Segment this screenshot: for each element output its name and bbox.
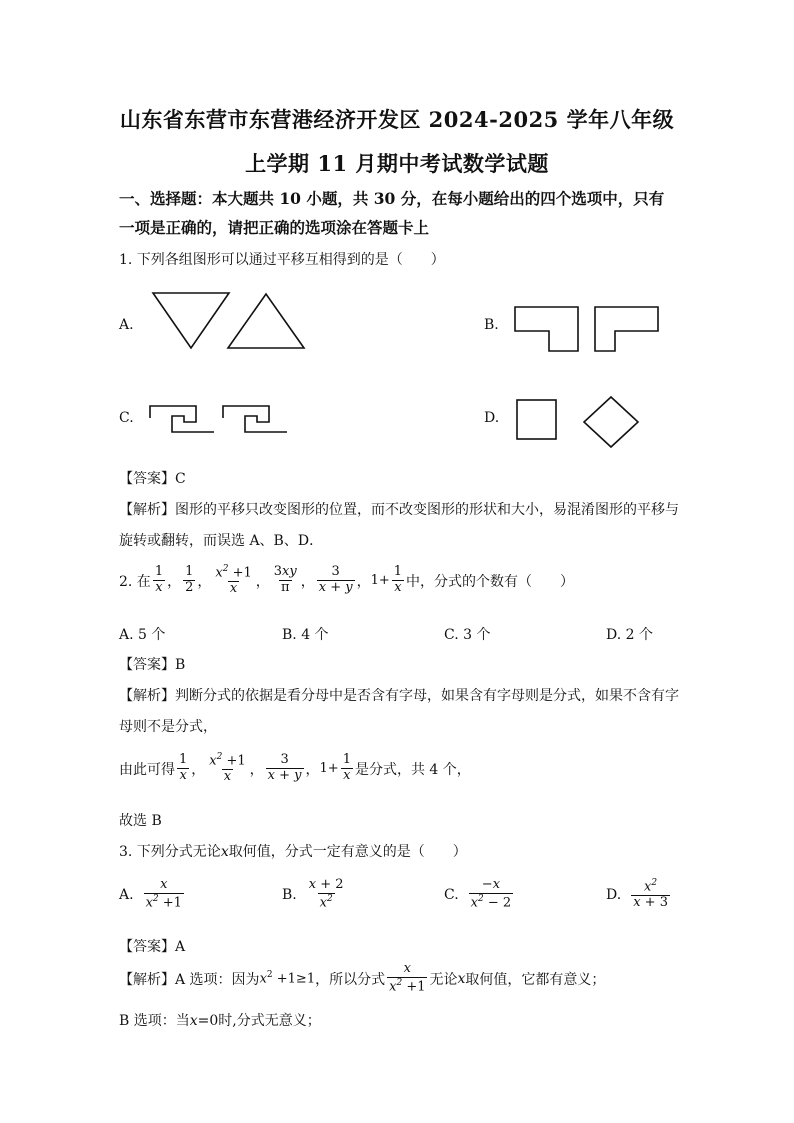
q2-analysis-line2: 母则不是分式， — [119, 719, 217, 735]
q3-option-a: A. $\frac{x}{x^2 +1}$ — [119, 877, 182, 911]
q2-analysis-line1: 【解析】判断分式的依据是看分母中是否含有字母，如果含有字母则是分式，如果不含有字 — [119, 688, 679, 704]
q2-fraction-x2plus1-over-x: $\frac{x^2 +1}{x}$ — [215, 564, 252, 597]
q2-stem-suffix: 中，分式的个数有（ ） — [406, 573, 575, 590]
q3-stem: 3. 下列分式无论x取何值，分式一定有意义的是（ ） — [119, 844, 467, 860]
q2-analysis-line3-prefix: 由此可得 — [119, 761, 175, 778]
q1-option-b-label: B. — [484, 317, 499, 333]
q3-option-b: B. $\frac{x + 2}{x^2}$ — [282, 877, 344, 911]
q2-fraction-1-over-x-b: $\frac{1}{x}$ — [393, 564, 403, 596]
q3-analysis-line2: B 选项：当x=0时,分式无意义； — [119, 1013, 321, 1029]
q1-option-b-figure — [512, 304, 662, 354]
q1-option-d-label: D. — [484, 410, 500, 426]
q2-answer: 【答案】B — [119, 657, 186, 673]
q2-analysis-line3-suffix: 是分式，共 4 个， — [354, 761, 471, 778]
section-heading-line2: 一项是正确的，请把正确的选项涂在答题卡上 — [119, 218, 430, 237]
q2-analysis-line4: 故选 B — [119, 813, 162, 829]
q2-stem: 2. 在 $\frac{1}{x}$ ， $\frac{1}{2}$ ， $\frac{x^2 +1}{x}$ ， $\frac{3xy}{\pi}$ ， $\frac{3}{x + y}$ ， 1+ $\frac{1}{x}$ 中，分式的个数有（ ） — [119, 564, 575, 597]
q1-answer: 【答案】C — [119, 471, 186, 487]
q2-fraction-1-over-2: $\frac{1}{2}$ — [185, 564, 194, 596]
q1-option-a-figure — [150, 290, 310, 352]
q1-analysis-line2: 旋转或翻转，而误选 A、B、D． — [119, 533, 324, 549]
q2-stem-prefix: 2. 在 — [119, 573, 151, 590]
q1-option-c-label: C. — [119, 410, 134, 426]
section-heading-line1: 一、选择题：本大题共 10 小题，共 30 分，在每小题给出的四个选项中，只有 — [119, 189, 665, 208]
q2-analysis-line3: 由此可得 $\frac{1}{x}$ ， $\frac{x^2 +1}{x}$ ， $\frac{3}{x + y}$ ， 1+ $\frac{1}{x}$ 是分式，共 4 个， — [119, 752, 471, 785]
q2-option-b: B. 4 个 — [282, 627, 329, 643]
q2-option-c: C. 3 个 — [444, 627, 491, 643]
q1-option-d-figure — [514, 396, 644, 448]
document-title-line1: 山东省东营市东营港经济开发区 2024-2025 学年八年级 — [119, 107, 675, 132]
q2-option-d: D. 2 个 — [606, 627, 653, 643]
q3-option-d: D. $\frac{x^2}{x + 3}$ — [606, 878, 668, 911]
q3-analysis-line1: 【解析】A 选项：因为 $x^2 +1\ge 1$ ，所以分式 $\frac{x}{x^2 +1}$ 无论 x 取何值，它都有意义； — [119, 961, 606, 995]
q3-answer: 【答案】A — [119, 939, 186, 955]
q1-stem: 1. 下列各组图形可以通过平移互相得到的是（ ） — [119, 252, 445, 268]
q1-analysis-line1: 【解析】图形的平移只改变图形的位置，而不改变图形的形状和大小，易混淆图形的平移与 — [119, 502, 679, 518]
q1-option-a-label: A. — [119, 317, 134, 333]
q2-option-a: A. 5 个 — [119, 627, 166, 643]
q3-option-c: C. $\frac{-x}{x^2 - 2}$ — [444, 877, 512, 911]
q2-fraction-1-over-x: $\frac{1}{x}$ — [154, 564, 164, 596]
q1-option-c-figure — [146, 402, 291, 438]
q2-fraction-3xy-over-pi: $\frac{3xy}{\pi}$ — [273, 564, 297, 596]
q2-fraction-3-over-xplusy: $\frac{3}{x + y}$ — [318, 564, 353, 596]
document-title-line2: 上学期 11 月期中考试数学试题 — [245, 151, 549, 176]
